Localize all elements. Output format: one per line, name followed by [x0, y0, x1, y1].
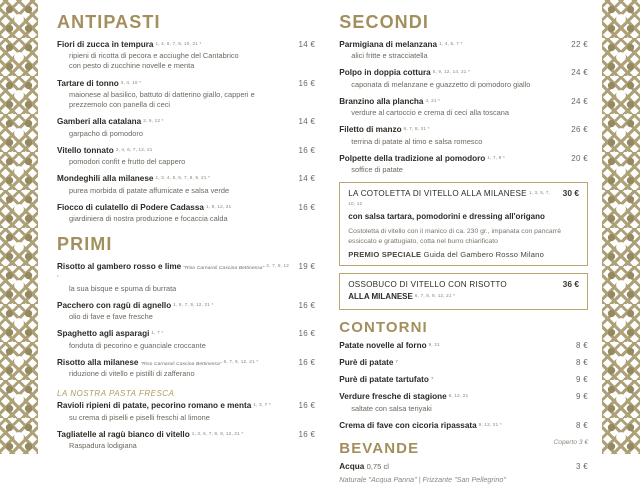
award-note: [348, 250, 579, 259]
item-description: Raspadura lodigiana: [69, 441, 137, 451]
allergen-codes: 1, 6, 7, 9, 12, 21 *: [173, 301, 214, 307]
item-name: Purè di patate $^7$: [339, 357, 399, 367]
menu-item: [57, 79, 315, 111]
menu-item: [57, 358, 315, 379]
item-price: 19 €: [298, 262, 316, 272]
decorative-border-left: [0, 0, 38, 454]
item-name: Gamberi alla catalana $^{2, 9, 12 *}$: [57, 117, 164, 127]
allergen-codes: 2, 7, 9, 12 *: [57, 263, 290, 279]
item-price: 8 €: [575, 357, 588, 367]
item-description: caponata di melanzane e guazzetto di pomodoro giallo: [351, 79, 531, 89]
item-name: Risotto al gambero rosso e lime "Riso Carnaroli Cascina Bettinessa"$^{2, 7, 9, 12 *}$: [57, 262, 290, 279]
menu-item: [339, 341, 588, 351]
allergen-codes: 6, 7, 8, 21 *: [403, 126, 430, 132]
allergen-codes: 9, 12, 21 *: [478, 421, 502, 427]
item-description: su crema di piselli e piselli freschi al limone: [69, 412, 210, 422]
item-description: terrina di patate al timo e salsa romesco: [351, 136, 483, 146]
item-name: Vitello tonnato $^{3, 4, 6, 7, 12, 21}$: [57, 145, 153, 155]
item-name: Polpette della tradizione al pomodoro $^{1, 7, 8 *}$: [339, 153, 505, 163]
menu-item: [57, 301, 315, 322]
featured-dish-title: OSSOBUCO DI VITELLO CON RISOTTO: [348, 280, 507, 290]
item-name: Parmigiana di melanzana $^{1, 4, 5, 7 *}$: [339, 40, 463, 49]
item-name: Purè di patate tartufato $^7$: [339, 375, 434, 385]
cover-charge-note: Coperto 3 €: [553, 439, 588, 446]
menu-item: [339, 421, 588, 431]
item-description: fonduta di pecorino e guanciale croccante: [69, 340, 206, 350]
menu-item: [57, 401, 315, 422]
item-description: soffice di patate: [351, 165, 403, 175]
item-price: 24 €: [571, 68, 588, 78]
menu-page: [38, 0, 602, 484]
item-price: 16 €: [298, 401, 316, 411]
allergen-codes: 1, 3, 7 *: [253, 402, 271, 408]
item-description: giardiniera di nostra produzione e focaccia calda: [69, 214, 228, 224]
menu-item: [57, 146, 315, 167]
item-description: saltate con salsa teriyaki: [351, 403, 432, 413]
item-description: purea morbida di patate affumicate e salsa verde: [69, 185, 230, 195]
section-title-contorni: CONTORNI: [339, 318, 428, 336]
item-price: 16 €: [298, 329, 316, 339]
allergen-codes: 1, 3, 5, 7, 10, 12: [348, 190, 551, 207]
allergen-codes: 1, 8, 12, 21: [205, 203, 232, 209]
item-description: la sua bisque e spuma di burrata: [69, 283, 177, 293]
featured-dish-subtitle: ALLA MILANESE $^{6, 7, 8, 9, 12, 21 *}$: [348, 291, 456, 301]
item-price: 16 €: [298, 78, 316, 88]
item-name: Patate novelle al forno $^{9, 21}$: [339, 340, 440, 350]
item-price: 22 €: [571, 40, 588, 49]
item-price: 16 €: [298, 429, 316, 439]
item-name: Spaghetto agli asparagi $^{1, 7 *}$: [57, 329, 164, 339]
allergen-codes: 1, 3, 6, 7, 8, 9, 12, 21 *: [191, 430, 244, 436]
allergen-codes: 6, 12, 21: [448, 393, 469, 399]
item-price: 16 €: [298, 145, 316, 155]
featured-dish-price: 36 €: [562, 279, 579, 290]
featured-dish-price: 30 €: [562, 188, 579, 199]
item-price: 9 €: [575, 375, 588, 385]
allergen-codes: 1, 3, 4, 5, 6, 7, 8, 9, 21 *: [155, 175, 211, 181]
menu-item: [57, 174, 315, 195]
item-price: 8 €: [575, 420, 588, 430]
menu-item: [339, 154, 588, 175]
item-name: Acqua 0,75 cl: [339, 462, 389, 472]
item-price: 20 €: [571, 153, 588, 163]
item-description: pomodori confit e frutto del cappero: [69, 157, 186, 167]
allergen-codes: 2, 9, 12 *: [143, 118, 164, 124]
item-description: alici fritte e stracciatella: [351, 51, 428, 61]
item-name: Mondeghili alla milanese $^{1, 3, 4, 5, 6, 7, 8, 9, 21 *}$: [57, 174, 211, 184]
item-price: 24 €: [571, 96, 588, 106]
section-title-antipasti: ANTIPASTI: [57, 12, 161, 32]
allergen-codes: 5, 9, 12, 14, 21 *: [432, 69, 471, 75]
item-price: 14 €: [298, 174, 316, 184]
menu-item: [57, 40, 315, 72]
featured-dish-title: LA COTOLETTA DI VITELLO ALLA MILANESE $^{1, 3, 5, 7, 10, 12}$: [348, 189, 551, 207]
award-source: Guida del Gambero Rosso Milano: [423, 250, 545, 260]
section-title-bevande: BEVANDE: [339, 440, 420, 458]
allergen-codes: 1, 7, 8 *: [487, 154, 505, 160]
item-description: verdure al cartoccio e crema di ceci alla toscana: [351, 108, 510, 118]
item-volume: 0,75 cl: [366, 462, 389, 472]
item-name: Risotto alla milanese "Riso Carnaroli Cascina Bettinessa"$^{6, 7, 9, 12, 21 *}$: [57, 357, 259, 367]
allergen-codes: 1, 4, 5, 7 *: [439, 41, 463, 46]
item-name: Ravioli ripieni di patate, pecorino romano e menta $^{1, 3, 7 *}$: [57, 401, 271, 411]
left-column: [38, 4, 331, 454]
menu-item: [339, 358, 588, 368]
item-name: Tagliatelle al ragù bianco di vitello $^{1, 3, 6, 7, 8, 9, 12, 21 *}$: [57, 429, 244, 439]
item-price: 16 €: [298, 202, 316, 212]
menu-item: [339, 40, 588, 61]
menu-item: [57, 203, 315, 224]
item-name: Fiocco di culatello di Podere Cadassa $^{1, 8, 12, 21}$: [57, 202, 232, 212]
item-price: 8 €: [575, 340, 588, 350]
item-price: 14 €: [298, 117, 316, 127]
featured-dish-cotoletta: [339, 182, 588, 266]
section-title-primi: PRIMI: [57, 234, 113, 255]
menu-item: [339, 125, 588, 146]
item-name: Polpo in doppia cottura $^{5, 9, 12, 14, 21 *}$: [339, 68, 471, 78]
menu-item: [57, 117, 315, 138]
right-column: [331, 4, 602, 484]
menu-item: [339, 462, 588, 484]
allergen-codes: 6, 7, 8, 9, 12, 21 *: [414, 292, 456, 298]
rice-variety: "Riso Carnaroli Cascina Bettinessa": [183, 266, 265, 272]
item-description: ripieni di ricotta di pecora e acciughe del Cantabrico con pesto di zucchine novelle e menta: [69, 51, 239, 71]
allergen-codes: 3, 4, 6, 7, 12, 21: [115, 146, 153, 152]
section-title-secondi: SECONDI: [339, 12, 429, 32]
item-price: 26 €: [571, 125, 588, 135]
rice-variety: "Riso Carnaroli Cascina Bettinessa": [140, 361, 222, 367]
menu-item: [57, 262, 315, 294]
allergen-codes: 3, 4, 10 *: [120, 79, 142, 85]
item-price: 16 €: [298, 300, 316, 310]
item-name: Crema di fave con cicoria ripassata $^{9, 12, 21 *}$: [339, 420, 502, 430]
featured-dish-description: Costoletta di vitello con il manico di ca. 230 gr., impanata con pancarré essiccato e grattugiato, cotta nel burro chiarificato: [348, 227, 561, 245]
item-name: Tartare di tonno $^{3, 4, 10 *}$: [57, 78, 142, 88]
subsection-title-pasta-fresca: LA NOSTRA PASTA FRESCA: [57, 389, 175, 399]
item-price: 16 €: [298, 357, 316, 367]
allergen-codes: 4, 21 *: [425, 97, 441, 103]
item-description: garpacho di pomodoro: [69, 128, 143, 138]
menu-item: [339, 392, 588, 413]
water-brands-note: Naturale "Acqua Panna" | Frizzante "San Pellegrino": [339, 475, 506, 484]
allergen-codes: 7: [430, 376, 434, 382]
menu-item: [339, 375, 588, 385]
menu-item: [339, 68, 588, 89]
item-name: Branzino alla plancha $^{4, 21 *}$: [339, 96, 441, 106]
item-price: 14 €: [298, 40, 316, 49]
featured-dish-subtitle: con salsa tartara, pomodorini e dressing all'origano: [348, 212, 545, 222]
allergen-codes: 9, 21: [428, 341, 440, 347]
item-name: Verdure fresche di stagione $^{6, 12, 21}$: [339, 392, 469, 402]
allergen-codes: 1, 4, 6, 7, 8, 10, 21 *: [155, 41, 202, 46]
award-label: PREMIO SPECIALE: [348, 250, 422, 260]
allergen-codes: 7: [395, 358, 399, 364]
menu-item: [339, 97, 588, 118]
menu-item: [57, 329, 315, 350]
item-name: Filetto di manzo $^{6, 7, 8, 21 *}$: [339, 125, 430, 135]
decorative-border-right: [602, 0, 640, 454]
item-name: Pacchero con ragù di agnello $^{1, 6, 7, 9, 12, 21 *}$: [57, 300, 214, 310]
menu-item: [57, 430, 315, 451]
allergen-codes: 1, 7 *: [151, 330, 164, 336]
item-description: riduzione di vitello e pistilli di zafferano: [69, 369, 195, 379]
item-name: Fiori di zucca in tempura $^{1, 4, 6, 7, 8, 10, 21 *}$: [57, 40, 202, 49]
item-price: 9 €: [575, 392, 588, 402]
item-description: maionese al basilico, battuto di datterino giallo, capperi e prezzemolo con panella di ceci: [69, 89, 255, 110]
item-price: 3 €: [575, 462, 588, 472]
featured-dish-ossobuco: [339, 273, 588, 310]
item-description: olio di fave e fave fresche: [69, 312, 153, 322]
allergen-codes: 6, 7, 9, 12, 21 *: [223, 358, 259, 364]
